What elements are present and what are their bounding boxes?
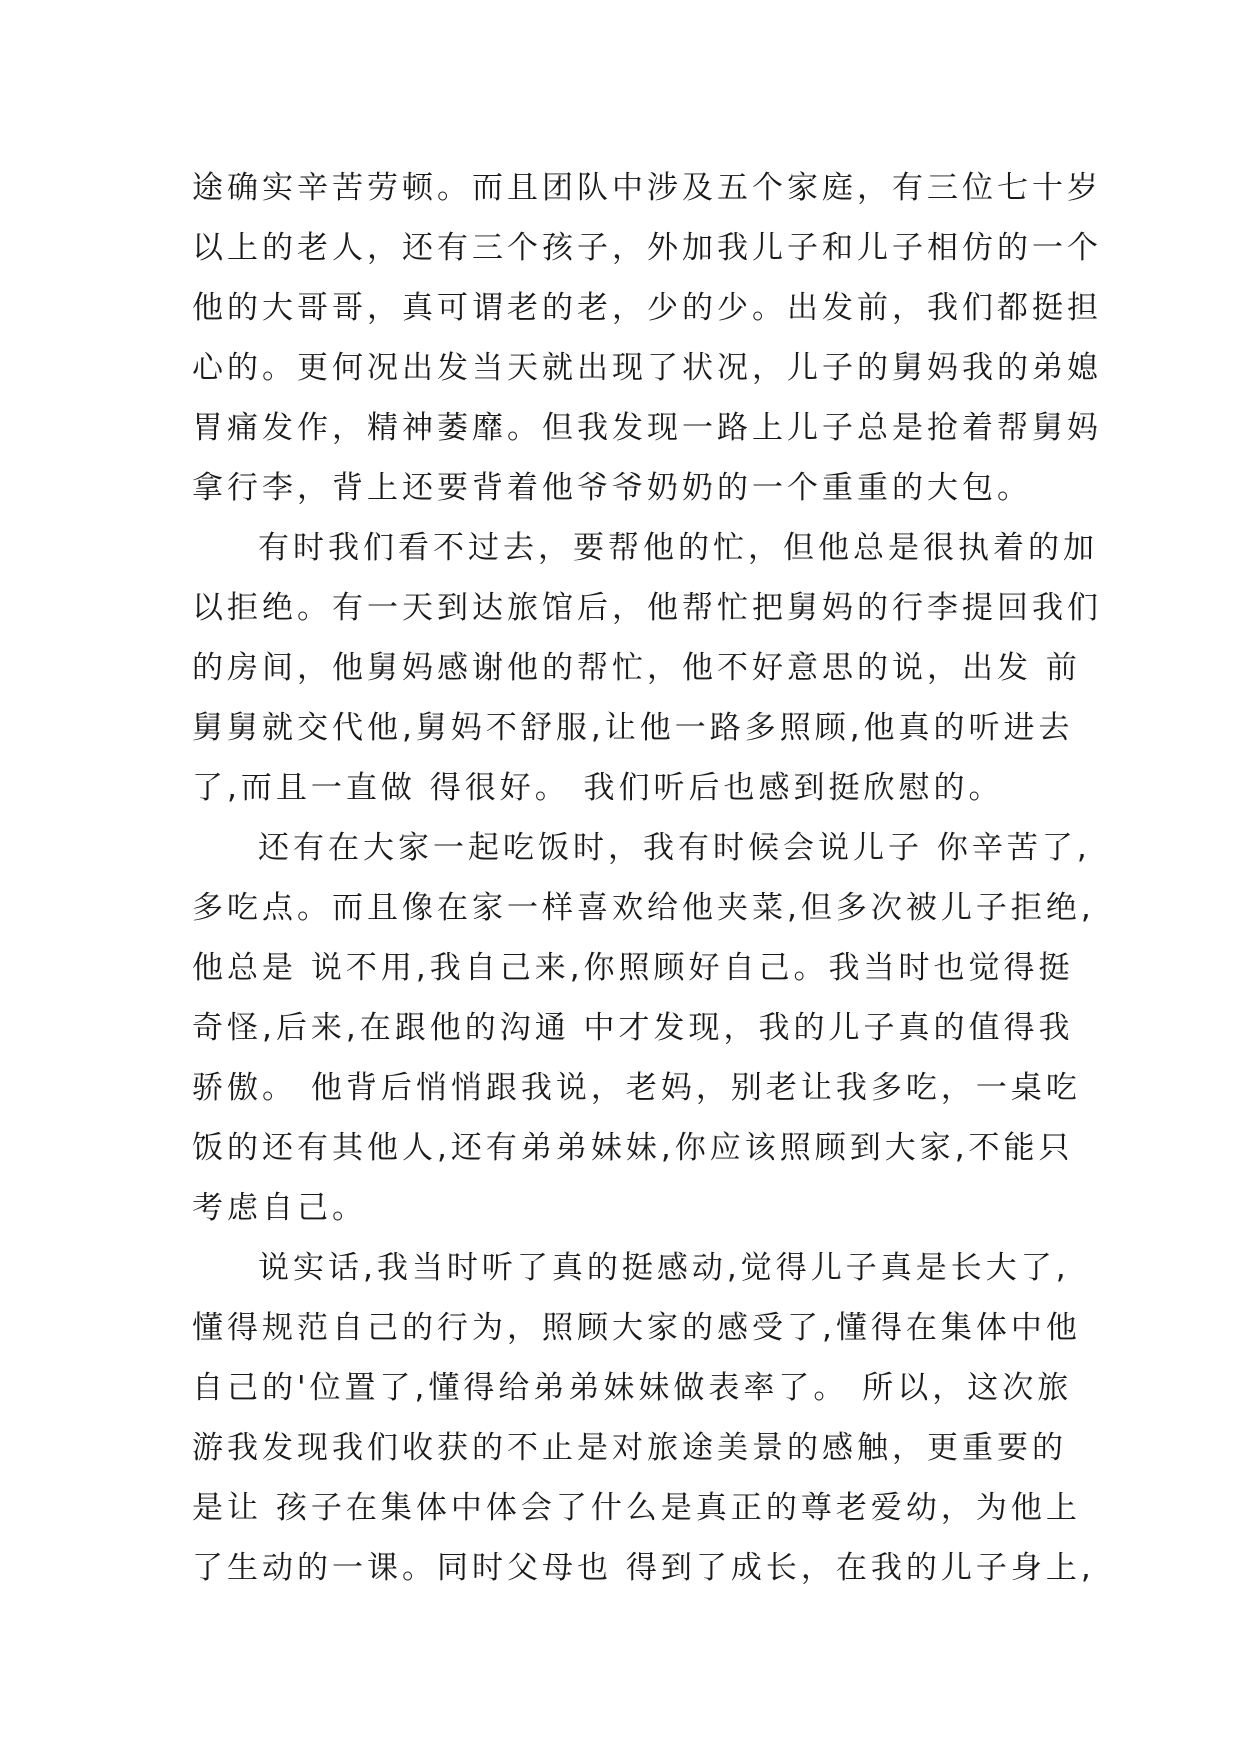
text-line: 懂得规范自己的行为，照顾大家的感受了,懂得在集体中他 <box>192 1310 1081 1346</box>
text-line: 饭的还有其他人,还有弟弟妹妹,你应该照顾到大家,不能只 <box>192 1130 1074 1166</box>
text-line: 以拒绝。有一天到达旅馆后，他帮忙把舅妈的行李提回我们 <box>192 590 1102 626</box>
text-line: 游我发现我们收获的不止是对旅途美景的感触，更重要的 <box>192 1430 1067 1466</box>
text-line: 考虑自己。 <box>192 1190 367 1226</box>
text-line: 说实话,我当时听了真的挺感动,觉得儿子真是长大了, <box>258 1250 1070 1286</box>
paragraph-4 <box>192 1238 1095 1598</box>
text-line: 胃痛发作，精神萎靡。但我发现一路上儿子总是抢着帮舅妈 <box>192 410 1102 446</box>
text-line: 舅舅就交代他,舅妈不舒服,让他一路多照顾,他真的听进去 <box>192 710 1074 746</box>
document-body <box>192 158 1102 1598</box>
text-line: 了生动的一课。同时父母也 得到了成长，在我的儿子身上, <box>192 1550 1095 1586</box>
text-line: 多吃点。而且像在家一样喜欢给他夹菜,但多次被儿子拒绝, <box>192 890 1095 926</box>
text-line: 拿行李，背上还要背着他爷爷奶奶的一个重重的大包。 <box>192 470 1032 506</box>
text-line: 有时我们看不过去，要帮他的忙，但他总是很执着的加 <box>258 530 1098 566</box>
text-line: 还有在大家一起吃饭时，我有时候会说儿子 你辛苦了, <box>258 830 1091 866</box>
text-line: 是让 孩子在集体中体会了什么是真正的尊老爱幼，为他上 <box>192 1490 1081 1526</box>
paragraph-1 <box>192 158 1102 518</box>
text-line: 他的大哥哥，真可谓老的老，少的少。出发前，我们都挺担 <box>192 290 1102 326</box>
paragraph-2 <box>192 518 1102 818</box>
text-line: 了,而且一直做 得很好。 我们听后也感到挺欣慰的。 <box>192 770 1004 806</box>
text-line: 他总是 说不用,我自己来,你照顾好自己。我当时也觉得挺 <box>192 950 1074 986</box>
text-line: 奇怪,后来,在跟他的沟通 中才发现，我的儿子真的值得我 <box>192 1010 1074 1046</box>
text-line: 的房间，他舅妈感谢他的帮忙，他不好意思的说，出发 前 <box>192 650 1081 686</box>
text-line: 以上的老人，还有三个孩子，外加我儿子和儿子相仿的一个 <box>192 230 1102 266</box>
text-line: 自己的'位置了,懂得给弟弟妹妹做表率了。 所以，这次旅 <box>192 1370 1073 1406</box>
text-line: 途确实辛苦劳顿。而且团队中涉及五个家庭，有三位七十岁 <box>192 170 1102 206</box>
text-line: 骄傲。 他背后悄悄跟我说，老妈，别老让我多吃，一桌吃 <box>192 1070 1081 1106</box>
text-line: 心的。更何况出发当天就出现了状况，儿子的舅妈我的弟媳 <box>192 350 1102 386</box>
paragraph-3 <box>192 818 1095 1238</box>
